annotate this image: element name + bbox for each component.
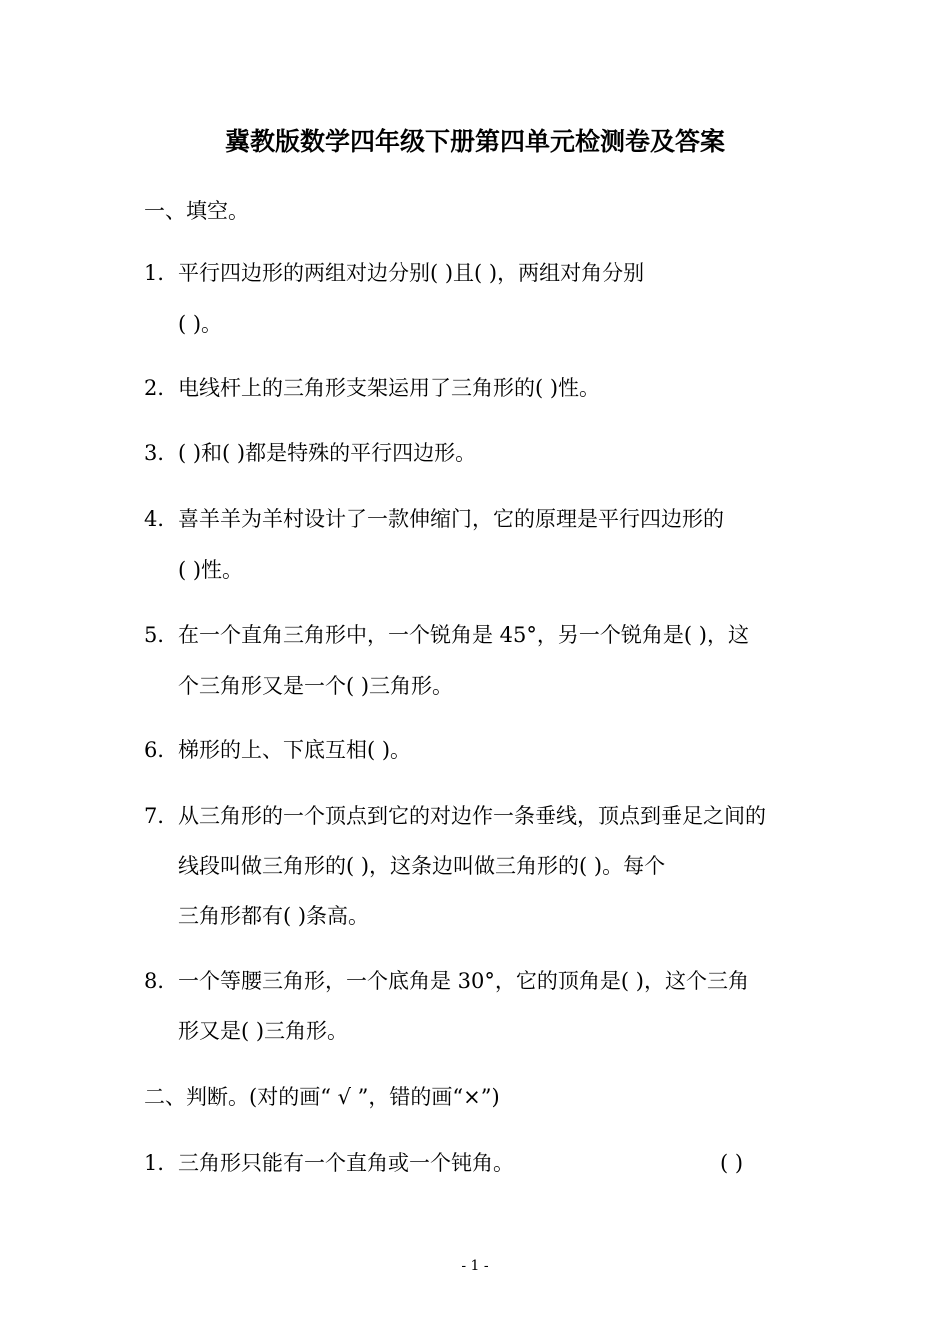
question-number: 1． bbox=[144, 1151, 179, 1175]
page-title: 冀教版数学四年级下册第四单元检测卷及答案 bbox=[224, 127, 725, 156]
question-text: 喜羊羊为羊村设计了一款伸缩门，它的原理是平行四边形的 bbox=[178, 507, 724, 531]
page-number: - 1 - bbox=[461, 1258, 489, 1274]
question-text: ( )。 bbox=[178, 312, 223, 336]
question-text: ( )性。 bbox=[178, 558, 244, 582]
question-number: 4． bbox=[144, 507, 179, 531]
answer-bracket: ( ) bbox=[720, 1151, 744, 1175]
question-text: 线段叫做三角形的( )，这条边叫做三角形的( )。每个 bbox=[178, 854, 666, 878]
section-heading-fill-blank: 一、填空。 bbox=[144, 199, 249, 223]
question-number: 8． bbox=[144, 969, 179, 993]
question-number: 1． bbox=[144, 261, 179, 285]
question-text: 三角形都有( )条高。 bbox=[178, 904, 370, 928]
question-number: 6． bbox=[144, 738, 179, 762]
question-number: 7． bbox=[144, 804, 179, 828]
question-text: 个三角形又是一个( )三角形。 bbox=[178, 674, 454, 698]
question-text: ( )和( )都是特殊的平行四边形。 bbox=[178, 441, 477, 465]
question-number: 5． bbox=[144, 623, 179, 647]
question-text: 从三角形的一个顶点到它的对边作一条垂线，顶点到垂足之间的 bbox=[178, 804, 766, 828]
question-text: 梯形的上、下底互相( )。 bbox=[178, 738, 412, 762]
question-text: 一个等腰三角形，一个底角是 30°，它的顶角是( )，这个三角 bbox=[178, 969, 749, 993]
question-text: 在一个直角三角形中，一个锐角是 45°，另一个锐角是( )，这 bbox=[178, 623, 749, 647]
question-text: 电线杆上的三角形支架运用了三角形的( )性。 bbox=[178, 376, 601, 400]
question-text: 三角形只能有一个直角或一个钝角。 bbox=[178, 1151, 514, 1175]
question-number: 3． bbox=[144, 441, 179, 465]
question-number: 2． bbox=[144, 376, 179, 400]
question-text: 平行四边形的两组对边分别( )且( )，两组对角分别 bbox=[178, 261, 645, 285]
section-heading-true-false: 二、判断。(对的画“ √ ”，错的画“×”) bbox=[144, 1085, 500, 1109]
question-text: 形又是( )三角形。 bbox=[178, 1019, 349, 1043]
